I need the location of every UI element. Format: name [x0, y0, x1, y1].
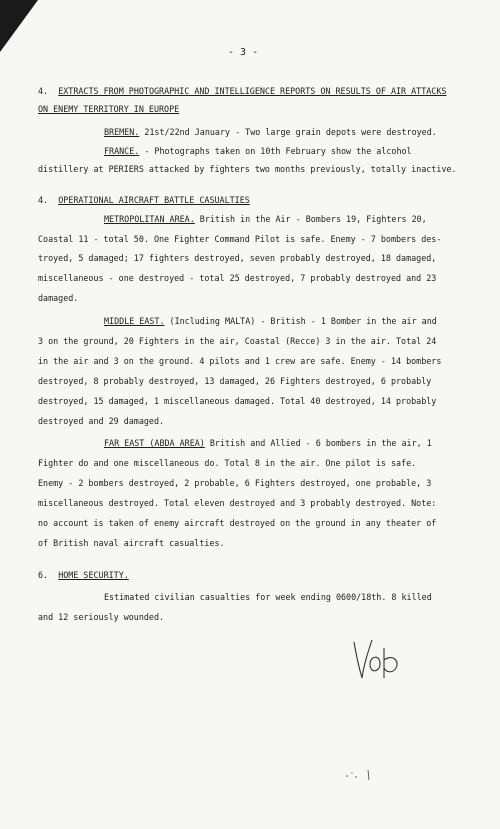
bremen-paragraph [104, 127, 437, 137]
middle-line-4: destroyed, 8 probably destroyed, 13 damaged, 26 Fighters destroyed, 6 probably [38, 376, 432, 386]
france-line2: distillery at PERIERS attacked by fighters two months previously, totally inactive. [38, 164, 457, 174]
middle-label: MIDDLE EAST. [104, 316, 165, 326]
section-number: 4. [38, 195, 49, 205]
metro-line-5: damaged. [38, 293, 79, 303]
home-security-line-1: Estimated civilian casualties for week ending 0600/18th. 8 killed [104, 592, 432, 602]
metro-line-1 [104, 214, 427, 224]
metro-line-4: miscellaneous - one destroyed - total 25 destroyed, 7 probably destroyed and 23 [38, 273, 437, 283]
home-security-line-2: and 12 seriously wounded. [38, 612, 165, 622]
far-line-6: of British naval aircraft casualties. [38, 538, 225, 548]
corner-mark [0, 0, 38, 52]
section-number: 6. [38, 570, 49, 580]
extracts-heading-line2: ON ENEMY TERRITORY IN EUROPE [38, 104, 180, 114]
metro-text: British in the Air - Bombers 19, Fighters 20, [194, 214, 427, 224]
france-text: - Photographs taken on 10th February show the alcohol [139, 146, 412, 156]
france-label: FRANCE. [104, 146, 140, 156]
bremen-label: BREMEN. [104, 127, 140, 137]
france-paragraph [104, 146, 412, 156]
metro-line-3: troyed, 5 damaged; 17 fighters destroyed, seven probably destroyed, 18 damaged, [38, 253, 437, 263]
paper-specks [344, 768, 374, 782]
handwritten-initials [348, 634, 404, 686]
home-security-heading [38, 570, 129, 580]
page-number: - 3 - [228, 47, 259, 58]
heading-text: HOME SECURITY. [58, 570, 129, 580]
middle-line-2: 3 on the ground, 20 Fighters in the air, Coastal (Recce) 3 in the air. Total 24 [38, 336, 437, 346]
middle-line-5: destroyed, 15 damaged, 1 miscellaneous damaged. Total 40 destroyed, 14 probably [38, 396, 437, 406]
far-line-3: Enemy - 2 bombers destroyed, 2 probable, 6 Fighters destroyed, one probable, 3 [38, 478, 432, 488]
heading-text: OPERATIONAL AIRCRAFT BATTLE CASUALTIES [58, 195, 250, 205]
metro-label: METROPOLITAN AREA. [104, 214, 195, 224]
metro-line-2: Coastal 11 - total 50. One Fighter Command Pilot is safe. Enemy - 7 bombers des- [38, 234, 442, 244]
middle-line-3: in the air and 3 on the ground. 4 pilots and 1 crew are safe. Enemy - 14 bombers [38, 356, 442, 366]
casualties-heading [38, 195, 250, 205]
section-number: 4. [38, 86, 49, 96]
middle-line-6: destroyed and 29 damaged. [38, 416, 165, 426]
heading-text: EXTRACTS FROM PHOTOGRAPHIC AND INTELLIGENCE REPORTS ON RESULTS OF AIR ATTACKS [58, 86, 447, 96]
far-label: FAR EAST (ABDA AREA) [104, 438, 205, 448]
extracts-heading [38, 86, 446, 96]
far-line-1 [104, 438, 432, 448]
middle-line-1 [104, 316, 437, 326]
far-line-4: miscellaneous destroyed. Total eleven destroyed and 3 probably destroyed. Note: [38, 498, 437, 508]
middle-text: (Including MALTA) - British - 1 Bomber in the air and [164, 316, 437, 326]
bremen-text: 21st/22nd January - Two large grain depots were destroyed. [139, 127, 437, 137]
far-line-2: Fighter do and one miscellaneous do. Total 8 in the air. One pilot is safe. [38, 458, 417, 468]
far-text: British and Allied - 6 bombers in the air, 1 [204, 438, 432, 448]
far-line-5: no account is taken of enemy aircraft destroyed on the ground in any theater of [38, 518, 437, 528]
